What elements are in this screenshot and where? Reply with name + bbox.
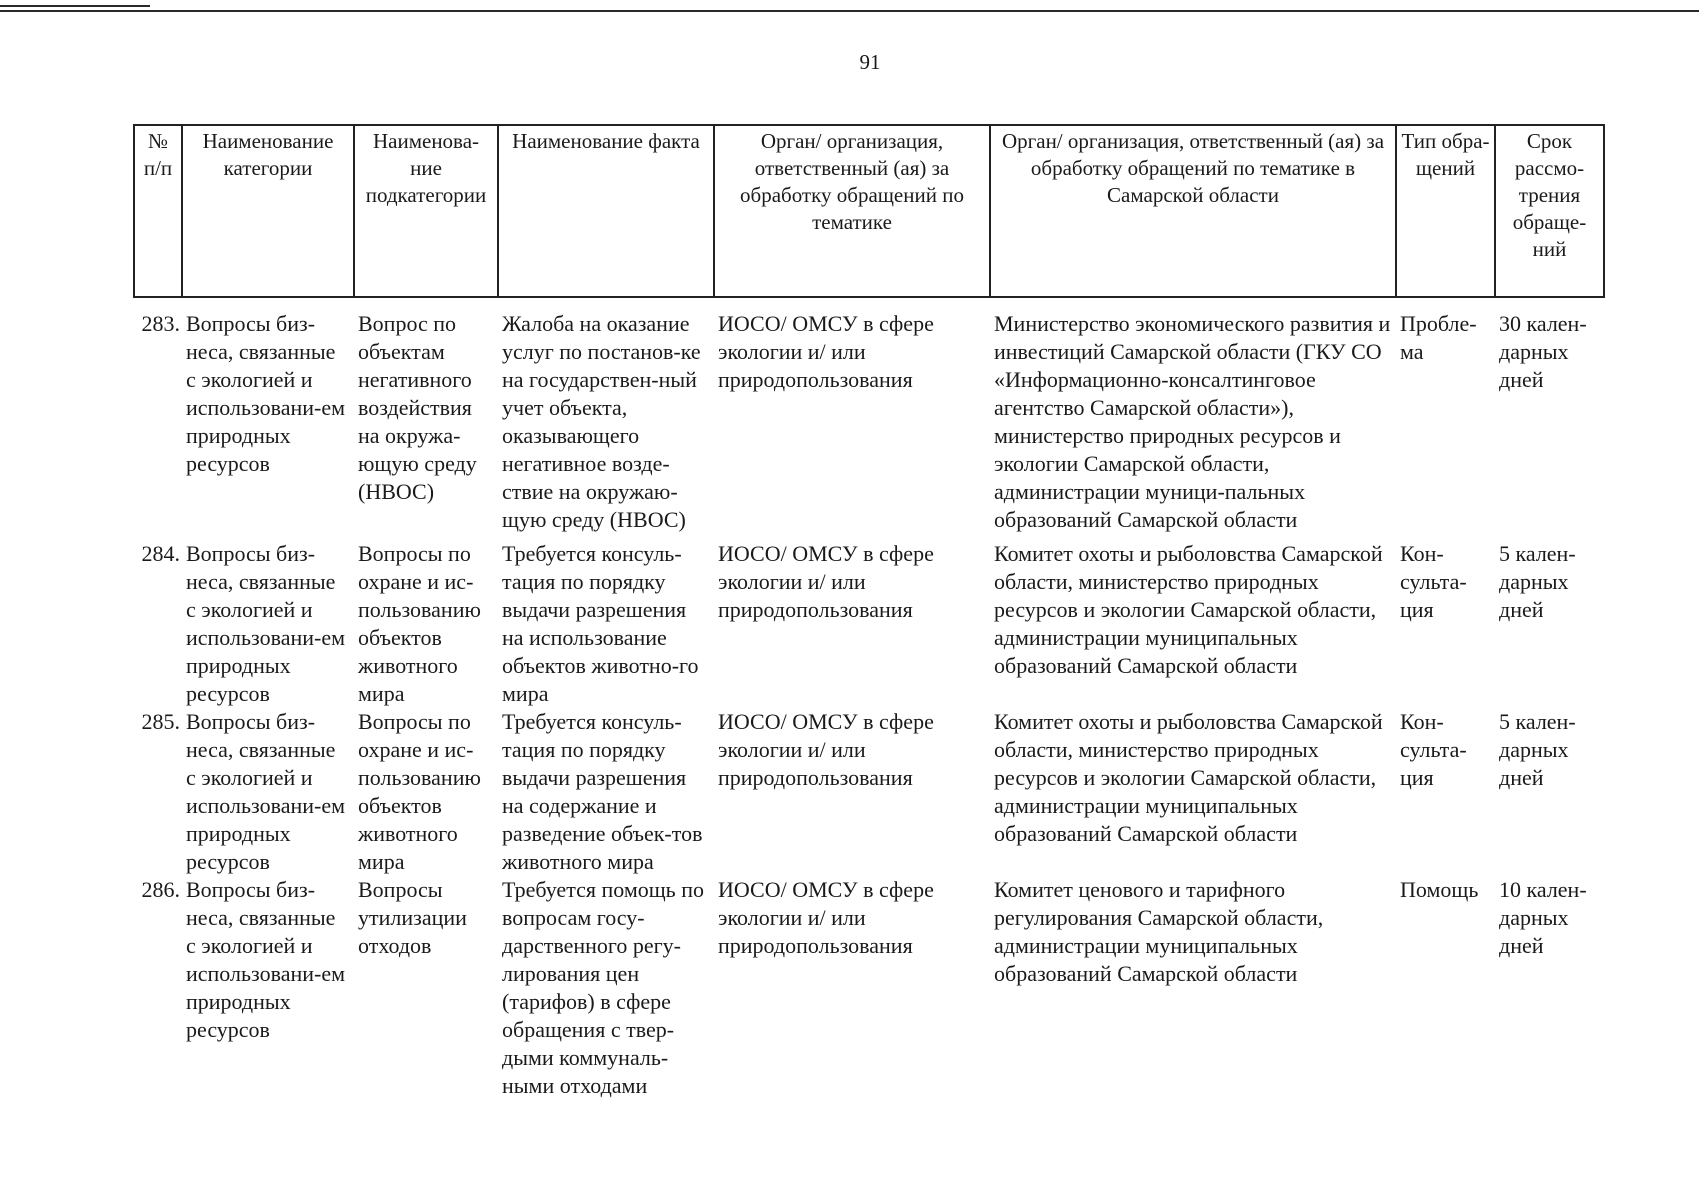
fact-cell: Жалоба на оказание услуг по постанов-ке на государствен-ный учет объекта, оказывающего негативное возде-ствие на окружаю-щую среду (НВОС) xyxy=(502,311,701,532)
organization-cell: ИОСО/ ОМСУ в сфере экологии и/ или природопользования xyxy=(718,877,934,958)
table-row xyxy=(134,708,1604,876)
review-term-cell: 5 кален-дарных дней xyxy=(1499,541,1576,622)
header-number: № п/п xyxy=(134,125,182,297)
organization-cell: ИОСО/ ОМСУ в сфере экологии и/ или природопользования xyxy=(718,541,934,622)
row-number: 283. xyxy=(141,311,180,336)
fact-cell: Требуется консуль-тация по порядку выдачи разрешения на содержание и разведение объек-тов животного мира xyxy=(502,709,703,874)
header-appeal-type: Тип обра-щений xyxy=(1396,125,1495,297)
header-category: Наименование категории xyxy=(182,125,354,297)
table-header-row xyxy=(134,125,1604,297)
category-cell: Вопросы биз-неса, связанные с экологией и использовани-ем природных ресурсов xyxy=(186,541,346,706)
review-term-cell: 5 кален-дарных дней xyxy=(1499,709,1576,790)
fact-cell: Требуется помощь по вопросам госу-дарственного регу-лирования цен (тарифов) в сфере обращения с твер-дыми коммуналь-ными отходами xyxy=(502,877,704,1098)
table-row xyxy=(134,540,1604,708)
organization-cell: ИОСО/ ОМСУ в сфере экологии и/ или природопользования xyxy=(718,311,934,392)
organization-cell: ИОСО/ ОМСУ в сфере экологии и/ или природопользования xyxy=(718,709,934,790)
appeals-table xyxy=(133,124,1605,1100)
row-number: 284. xyxy=(141,541,180,566)
header-review-term: Срок рассмо-трения обраще-ний xyxy=(1495,125,1604,297)
category-cell: Вопросы биз-неса, связанные с экологией и использовани-ем природных ресурсов xyxy=(186,709,346,874)
appeal-type-cell: Кон-сульта-ция xyxy=(1400,541,1467,622)
appeal-type-cell: Помощь xyxy=(1400,877,1479,902)
subcategory-cell: Вопросы утилизации отходов xyxy=(358,877,467,958)
organization-samara-cell: Комитет охоты и рыболовства Самарской области, министерство природных ресурсов и экологии Самарской области, администрации муниципальных образований Самарской области xyxy=(994,541,1383,678)
organization-samara-cell: Комитет ценового и тарифного регулирования Самарской области, администрации муниципальных образований Самарской области xyxy=(994,877,1324,986)
top-rule-short xyxy=(0,5,150,7)
row-number: 286. xyxy=(141,877,180,902)
table-row xyxy=(134,297,1604,534)
organization-samara-cell: Министерство экономического развития и инвестиций Самарской области (ГКУ СО «Информационно-консалтинговое агентство Самарской области»), министерство природных ресурсов и экологии Самарской области, администрации муници-пальных образований Самарской области xyxy=(994,311,1391,532)
appeal-type-cell: Пробле-ма xyxy=(1400,311,1477,364)
fact-cell: Требуется консуль-тация по порядку выдачи разрешения на использование объектов животно-го мира xyxy=(502,541,699,706)
row-number: 285. xyxy=(141,709,180,734)
subcategory-cell: Вопрос по объектам негативного воздействия на окружа-ющую среду (НВОС) xyxy=(358,311,477,504)
category-cell: Вопросы биз-неса, связанные с экологией и использовани-ем природных ресурсов xyxy=(186,311,346,476)
subcategory-cell: Вопросы по охране и ис-пользованию объектов животного мира xyxy=(358,709,481,874)
table-row xyxy=(134,876,1604,1100)
top-rule xyxy=(0,10,1699,12)
category-cell: Вопросы биз-неса, связанные с экологией и использовани-ем природных ресурсов xyxy=(186,877,346,1042)
header-fact: Наименование факта xyxy=(498,125,714,297)
appeal-type-cell: Кон-сульта-ция xyxy=(1400,709,1467,790)
header-subcategory: Наименова-ние подкатегории xyxy=(354,125,498,297)
page-number: 91 xyxy=(859,50,881,74)
review-term-cell: 30 кален-дарных дней xyxy=(1499,311,1587,392)
header-organization-samara: Орган/ организация, ответственный (ая) за обработку обращений по тематике в Самарской области xyxy=(990,125,1396,297)
header-organization: Орган/ организация, ответственный (ая) за обработку обращений по тематике xyxy=(714,125,990,297)
review-term-cell: 10 кален-дарных дней xyxy=(1499,877,1587,958)
organization-samara-cell: Комитет охоты и рыболовства Самарской области, министерство природных ресурсов и экологии Самарской области, администрации муниципальных образований Самарской области xyxy=(994,709,1383,846)
subcategory-cell: Вопросы по охране и ис-пользованию объектов животного мира xyxy=(358,541,481,706)
